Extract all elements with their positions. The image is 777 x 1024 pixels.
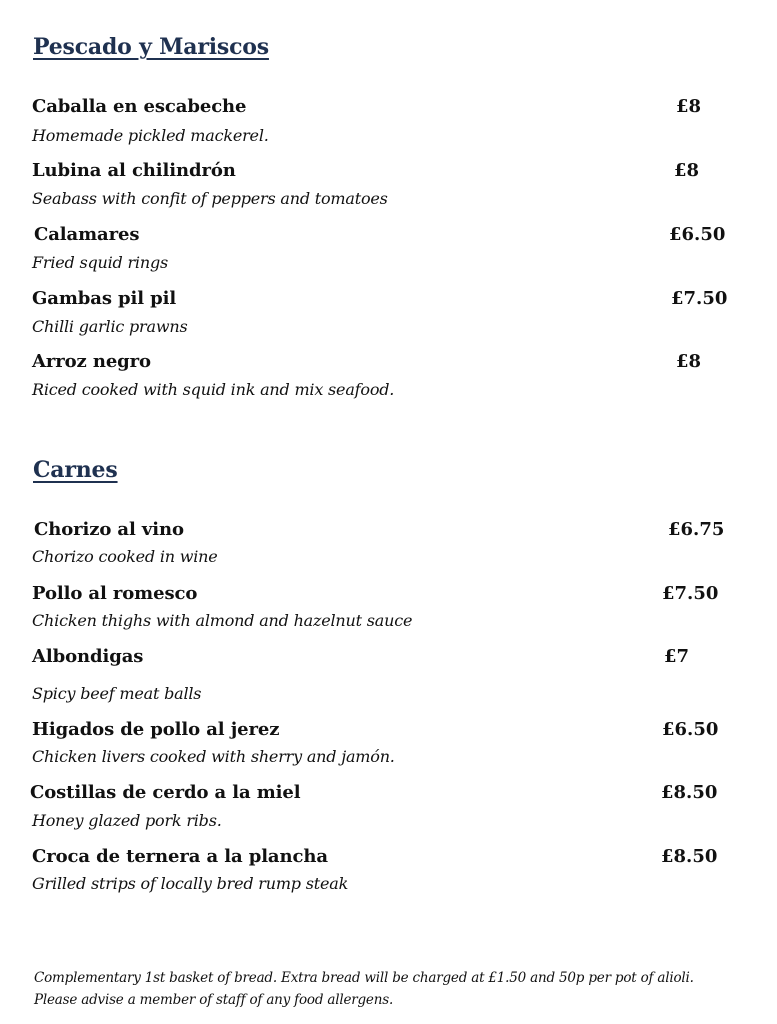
dish-name: Albondigas xyxy=(32,646,144,667)
dish-name: Chorizo al vino xyxy=(34,519,184,540)
dish-description: Chilli garlic prawns xyxy=(32,317,188,336)
section-title-carnes: Carnes xyxy=(33,457,118,483)
dish-description: Homemade pickled mackerel. xyxy=(32,126,269,145)
dish-price: £8 xyxy=(674,160,700,181)
dish-name: Costillas de cerdo a la miel xyxy=(30,782,301,803)
dish-name: Arroz negro xyxy=(32,351,151,372)
dish-price: £8.50 xyxy=(661,846,718,867)
footer-bread-note: Complementary 1st basket of bread. Extra bread will be charged at £1.50 and 50p per pot of alioli. xyxy=(34,970,694,986)
dish-name: Croca de ternera a la plancha xyxy=(32,846,328,867)
dish-description: Grilled strips of locally bred rump steak xyxy=(32,874,349,893)
dish-description: Chicken thighs with almond and hazelnut sauce xyxy=(32,611,413,630)
dish-price: £7.50 xyxy=(662,583,719,604)
dish-price: £6.75 xyxy=(668,519,725,540)
dish-description: Riced cooked with squid ink and mix seafood. xyxy=(32,380,395,399)
dish-name: Lubina al chilindrón xyxy=(32,160,236,181)
dish-price: £8 xyxy=(676,351,702,372)
section-title-pescado-y-mariscos: Pescado y Mariscos xyxy=(33,34,269,60)
dish-description: Chorizo cooked in wine xyxy=(32,547,218,566)
dish-price: £8.50 xyxy=(661,782,718,803)
dish-description: Honey glazed pork ribs. xyxy=(32,811,222,830)
dish-description: Seabass with confit of peppers and tomatoes xyxy=(32,189,388,208)
dish-name: Gambas pil pil xyxy=(32,288,177,309)
dish-price: £7.50 xyxy=(671,288,728,309)
footer-allergen-note: Please advise a member of staff of any food allergens. xyxy=(34,992,394,1008)
dish-name: Calamares xyxy=(34,224,140,245)
dish-description: Fried squid rings xyxy=(32,253,168,272)
dish-price: £7 xyxy=(664,646,690,667)
dish-name: Caballa en escabeche xyxy=(32,96,247,117)
dish-description: Spicy beef meat balls xyxy=(32,684,202,703)
dish-price: £6.50 xyxy=(662,719,719,740)
dish-price: £8 xyxy=(676,96,702,117)
dish-name: Higados de pollo al jerez xyxy=(32,719,280,740)
dish-price: £6.50 xyxy=(669,224,726,245)
dish-name: Pollo al romesco xyxy=(32,583,198,604)
dish-description: Chicken livers cooked with sherry and jamón. xyxy=(32,747,395,766)
